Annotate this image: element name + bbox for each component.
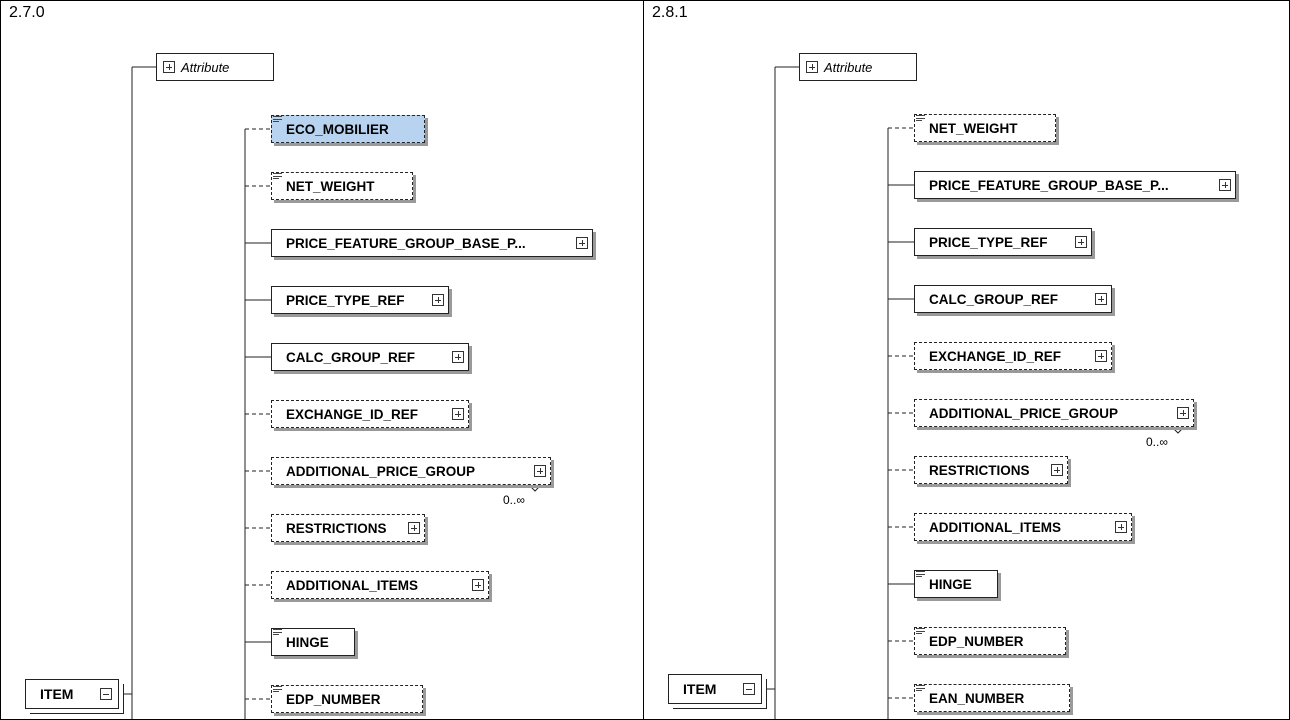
expand-plus-icon[interactable] bbox=[534, 465, 546, 477]
element-label: EDP_NUMBER bbox=[286, 691, 381, 707]
schema-element[interactable] bbox=[271, 286, 449, 314]
element-label: NET_WEIGHT bbox=[286, 178, 375, 194]
schema-element[interactable] bbox=[271, 229, 593, 257]
element-label: PRICE_FEATURE_GROUP_BASE_P... bbox=[929, 177, 1169, 193]
schema-element[interactable] bbox=[914, 456, 1068, 484]
schema-element[interactable] bbox=[914, 342, 1112, 370]
schema-element[interactable] bbox=[271, 685, 423, 713]
expand-plus-icon[interactable] bbox=[1095, 293, 1107, 305]
simple-type-icon bbox=[916, 115, 925, 123]
expand-plus-icon[interactable] bbox=[452, 408, 464, 420]
schema-element[interactable] bbox=[271, 400, 469, 428]
schema-element[interactable] bbox=[271, 172, 413, 200]
schema-element[interactable] bbox=[914, 513, 1132, 541]
schema-element[interactable] bbox=[271, 343, 469, 371]
schema-element[interactable] bbox=[914, 570, 998, 598]
version-label: 2.7.0 bbox=[9, 4, 45, 21]
expand-plus-icon[interactable] bbox=[806, 61, 818, 73]
collapse-minus-icon[interactable] bbox=[100, 688, 112, 700]
root-label: ITEM bbox=[683, 681, 717, 697]
attribute-group[interactable] bbox=[799, 53, 917, 81]
expand-plus-icon[interactable] bbox=[1219, 179, 1231, 191]
element-label: CALC_GROUP_REF bbox=[286, 349, 416, 365]
element-label: RESTRICTIONS bbox=[929, 462, 1030, 478]
collapse-minus-icon[interactable] bbox=[743, 683, 755, 695]
element-label: ECO_MOBILIER bbox=[286, 121, 389, 137]
element-label: EXCHANGE_ID_REF bbox=[929, 348, 1062, 364]
schema-element[interactable] bbox=[271, 115, 425, 143]
attribute-label: Attribute bbox=[824, 59, 873, 75]
schema-element[interactable] bbox=[914, 228, 1092, 256]
version-label: 2.8.1 bbox=[652, 4, 688, 21]
element-label: EXCHANGE_ID_REF bbox=[286, 406, 419, 422]
root-label: ITEM bbox=[40, 686, 74, 702]
schema-element[interactable] bbox=[914, 285, 1112, 313]
element-label: ADDITIONAL_ITEMS bbox=[929, 519, 1062, 535]
simple-type-icon bbox=[273, 116, 282, 124]
schema-panel-left bbox=[0, 0, 643, 720]
repeat-marker-icon bbox=[1172, 427, 1184, 433]
repeat-marker-icon bbox=[529, 485, 541, 491]
expand-plus-icon[interactable] bbox=[1095, 350, 1107, 362]
element-label: ADDITIONAL_PRICE_GROUP bbox=[286, 463, 476, 479]
root-element-item[interactable] bbox=[25, 679, 119, 709]
simple-type-icon bbox=[273, 173, 282, 181]
attribute-label: Attribute bbox=[181, 59, 230, 75]
schema-element[interactable] bbox=[271, 457, 551, 485]
element-label: EAN_NUMBER bbox=[929, 690, 1025, 706]
expand-plus-icon[interactable] bbox=[576, 237, 588, 249]
expand-plus-icon[interactable] bbox=[1075, 236, 1087, 248]
element-label: NET_WEIGHT bbox=[929, 120, 1018, 136]
expand-plus-icon[interactable] bbox=[452, 351, 464, 363]
schema-panel-right bbox=[643, 0, 1290, 720]
expand-plus-icon[interactable] bbox=[432, 294, 444, 306]
simple-type-icon bbox=[273, 686, 282, 694]
schema-element[interactable] bbox=[914, 627, 1066, 655]
element-label: CALC_GROUP_REF bbox=[929, 291, 1059, 307]
element-label: RESTRICTIONS bbox=[286, 520, 387, 536]
element-label: ADDITIONAL_ITEMS bbox=[286, 577, 419, 593]
expand-plus-icon[interactable] bbox=[408, 522, 420, 534]
schema-element[interactable] bbox=[914, 399, 1194, 427]
root-element-item[interactable] bbox=[668, 674, 762, 704]
expand-plus-icon[interactable] bbox=[163, 61, 175, 73]
expand-plus-icon[interactable] bbox=[1115, 521, 1127, 533]
simple-type-icon bbox=[273, 629, 282, 637]
expand-plus-icon[interactable] bbox=[1051, 464, 1063, 476]
element-label: HINGE bbox=[286, 634, 329, 650]
schema-element[interactable] bbox=[914, 684, 1070, 712]
expand-plus-icon[interactable] bbox=[1177, 407, 1189, 419]
simple-type-icon bbox=[916, 571, 925, 579]
cardinality-label: 0..∞ bbox=[503, 493, 525, 507]
element-label: HINGE bbox=[929, 576, 972, 592]
simple-type-icon bbox=[916, 685, 925, 693]
schema-element[interactable] bbox=[914, 114, 1056, 142]
schema-element[interactable] bbox=[271, 514, 425, 542]
element-label: PRICE_TYPE_REF bbox=[286, 292, 405, 308]
cardinality-label: 0..∞ bbox=[1146, 435, 1168, 449]
element-label: PRICE_TYPE_REF bbox=[929, 234, 1048, 250]
simple-type-icon bbox=[916, 628, 925, 636]
expand-plus-icon[interactable] bbox=[472, 579, 484, 591]
element-label: ADDITIONAL_PRICE_GROUP bbox=[929, 405, 1119, 421]
element-label: EDP_NUMBER bbox=[929, 633, 1024, 649]
schema-element[interactable] bbox=[914, 171, 1236, 199]
schema-element[interactable] bbox=[271, 571, 489, 599]
attribute-group[interactable] bbox=[156, 53, 274, 81]
schema-element[interactable] bbox=[271, 628, 355, 656]
element-label: PRICE_FEATURE_GROUP_BASE_P... bbox=[286, 235, 526, 251]
